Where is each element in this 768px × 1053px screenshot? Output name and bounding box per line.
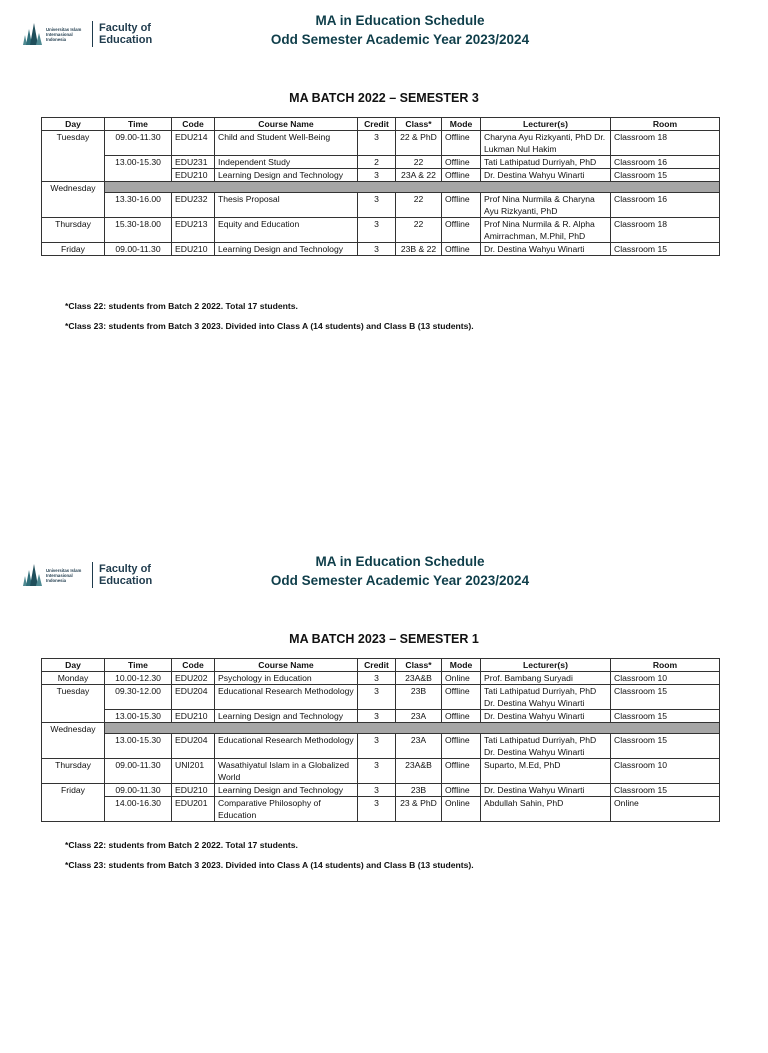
time-cell: 09.30-12.00 [105, 685, 172, 710]
faculty-name-line2: Education [99, 34, 153, 46]
mode-cell: Offline [442, 710, 481, 723]
col-header-room: Room [611, 118, 720, 131]
university-name: Universitas Islam Internasional Indonesia [46, 26, 82, 42]
credit-cell: 3 [358, 131, 396, 156]
class-cell: 23A & 22 [396, 169, 442, 182]
table-row [42, 685, 720, 710]
day-cell: Monday [42, 672, 105, 685]
table-row [42, 131, 720, 156]
lecturer-cell: Dr. Destina Wahyu Winarti [481, 784, 611, 797]
time-cell: 09.00-11.30 [105, 759, 172, 784]
class-cell: 23A&B [396, 672, 442, 685]
col-header-code: Code [172, 118, 215, 131]
class-cell: 22 & PhD [396, 131, 442, 156]
room-cell: Classroom 15 [611, 710, 720, 723]
room-cell: Classroom 15 [611, 734, 720, 759]
note-class-22: *Class 22: students from Batch 2 2022. Total 17 students. [65, 840, 298, 850]
schedule-title: MA in Education Schedule [315, 13, 485, 28]
room-cell: Classroom 18 [611, 131, 720, 156]
code-cell: EDU214 [172, 131, 215, 156]
credit-cell: 3 [358, 193, 396, 218]
day-cell: Tuesday [42, 131, 105, 182]
time-cell: 13.00-15.30 [105, 734, 172, 759]
time-cell: 14.00-16.30 [105, 797, 172, 822]
credit-cell: 3 [358, 797, 396, 822]
time-cell: 13.00-15.30 [105, 156, 172, 182]
table-row [42, 797, 720, 822]
table-row [42, 193, 720, 218]
faculty-name-line1: Faculty of [99, 563, 151, 575]
time-cell: 13.00-15.30 [105, 710, 172, 723]
class-cell: 23B [396, 685, 442, 710]
lecturer-cell: Charyna Ayu Rizkyanti, PhD Dr. Lukman Nul Hakim [481, 131, 611, 156]
day-cell: Wednesday [42, 182, 105, 218]
course-cell: Learning Design and Technology [215, 243, 358, 256]
table-row [42, 710, 720, 723]
col-header-class: Class* [396, 118, 442, 131]
time-cell: 15.30-18.00 [105, 218, 172, 243]
col-header-lecturer: Lecturer(s) [481, 659, 611, 672]
lecturer-cell: Prof. Bambang Suryadi [481, 672, 611, 685]
code-cell: EDU213 [172, 218, 215, 243]
credit-cell: 3 [358, 685, 396, 710]
col-header-credit: Credit [358, 118, 396, 131]
course-cell: Psychology in Education [215, 672, 358, 685]
room-cell: Online [611, 797, 720, 822]
table-row [42, 759, 720, 784]
mode-cell: Offline [442, 218, 481, 243]
table-row [42, 723, 720, 734]
credit-cell: 3 [358, 710, 396, 723]
batch-title: MA BATCH 2023 – SEMESTER 1 [289, 632, 479, 646]
class-cell: 23B [396, 784, 442, 797]
credit-cell: 3 [358, 759, 396, 784]
col-header-lecturer: Lecturer(s) [481, 118, 611, 131]
course-cell: Learning Design and Technology [215, 784, 358, 797]
credit-cell: 3 [358, 218, 396, 243]
col-header-day: Day [42, 118, 105, 131]
col-header-course: Course Name [215, 659, 358, 672]
credit-cell: 3 [358, 672, 396, 685]
room-cell: Classroom 15 [611, 685, 720, 710]
lecturer-cell: Abdullah Sahin, PhD [481, 797, 611, 822]
code-cell: EDU204 [172, 685, 215, 710]
col-header-mode: Mode [442, 659, 481, 672]
room-cell: Classroom 18 [611, 218, 720, 243]
note-class-23: *Class 23: students from Batch 3 2023. Divided into Class A (14 students) and Class B (13 students). [65, 321, 474, 331]
schedule-subtitle: Odd Semester Academic Year 2023/2024 [270, 573, 530, 588]
mode-cell: Offline [442, 685, 481, 710]
course-cell: Equity and Education [215, 218, 358, 243]
day-cell: Thursday [42, 759, 105, 784]
schedule-page-batch-2023 [0, 541, 768, 1053]
table-row [42, 734, 720, 759]
code-cell: EDU210 [172, 710, 215, 723]
time-cell: 10.00-12.30 [105, 672, 172, 685]
code-cell: EDU231 [172, 156, 215, 169]
col-header-code: Code [172, 659, 215, 672]
course-cell: Learning Design and Technology [215, 169, 358, 182]
mode-cell: Online [442, 797, 481, 822]
room-cell: Classroom 16 [611, 193, 720, 218]
course-cell: Learning Design and Technology [215, 710, 358, 723]
room-cell: Classroom 15 [611, 169, 720, 182]
faculty-name-line2: Education [99, 575, 153, 587]
room-cell: Classroom 10 [611, 759, 720, 784]
schedule-page-batch-2022 [0, 0, 768, 512]
separator-row [105, 723, 720, 734]
col-header-credit: Credit [358, 659, 396, 672]
course-cell: Educational Research Methodology [215, 734, 358, 759]
class-cell: 23 & PhD [396, 797, 442, 822]
table-header-row [42, 659, 720, 672]
mode-cell: Offline [442, 169, 481, 182]
lecturer-cell: Suparto, M.Ed, PhD [481, 759, 611, 784]
code-cell: EDU204 [172, 734, 215, 759]
course-cell: Educational Research Methodology [215, 685, 358, 710]
lecturer-cell: Dr. Destina Wahyu Winarti [481, 243, 611, 256]
day-cell: Friday [42, 784, 105, 822]
mode-cell: Offline [442, 156, 481, 169]
mode-cell: Offline [442, 734, 481, 759]
time-cell: 09.00-11.30 [105, 243, 172, 256]
mode-cell: Offline [442, 193, 481, 218]
credit-cell: 3 [358, 784, 396, 797]
day-cell: Tuesday [42, 685, 105, 723]
mode-cell: Offline [442, 131, 481, 156]
batch-title: MA BATCH 2022 – SEMESTER 3 [289, 91, 479, 105]
col-header-day: Day [42, 659, 105, 672]
lecturer-cell: Tati Lathipatud Durriyah, PhD Dr. Destina Wahyu Winarti [481, 685, 611, 710]
credit-cell: 3 [358, 734, 396, 759]
lecturer-cell: Prof Nina Nurmila & Charyna Ayu Rizkyanti, PhD [481, 193, 611, 218]
table-header-row [42, 118, 720, 131]
table-row [42, 243, 720, 256]
class-cell: 23A&B [396, 759, 442, 784]
class-cell: 23B & 22 [396, 243, 442, 256]
mode-cell: Offline [442, 759, 481, 784]
schedule-table [41, 658, 720, 822]
course-cell: Wasathiyatul Islam in a Globalized World [215, 759, 358, 784]
note-class-23: *Class 23: students from Batch 3 2023. Divided into Class A (14 students) and Class B (13 students). [65, 860, 474, 870]
credit-cell: 3 [358, 169, 396, 182]
separator-row [105, 182, 720, 193]
class-cell: 23A [396, 710, 442, 723]
lecturer-cell: Tati Lathipatud Durriyah, PhD [481, 156, 611, 169]
room-cell: Classroom 15 [611, 243, 720, 256]
course-cell: Child and Student Well-Being [215, 131, 358, 156]
col-header-class: Class* [396, 659, 442, 672]
code-cell: EDU202 [172, 672, 215, 685]
note-class-22: *Class 22: students from Batch 2 2022. Total 17 students. [65, 301, 298, 311]
col-header-time: Time [105, 118, 172, 131]
code-cell: EDU210 [172, 169, 215, 182]
col-header-room: Room [611, 659, 720, 672]
schedule-title: MA in Education Schedule [315, 554, 485, 569]
lecturer-cell: Dr. Destina Wahyu Winarti [481, 169, 611, 182]
class-cell: 22 [396, 193, 442, 218]
room-cell: Classroom 16 [611, 156, 720, 169]
lecturer-cell: Dr. Destina Wahyu Winarti [481, 710, 611, 723]
code-cell: EDU210 [172, 243, 215, 256]
schedule-table [41, 117, 720, 256]
time-cell: 13.30-16.00 [105, 193, 172, 218]
col-header-course: Course Name [215, 118, 358, 131]
class-cell: 22 [396, 218, 442, 243]
room-cell: Classroom 10 [611, 672, 720, 685]
day-cell: Wednesday [42, 723, 105, 759]
credit-cell: 2 [358, 156, 396, 169]
lecturer-cell: Tati Lathipatud Durriyah, PhD Dr. Destina Wahyu Winarti [481, 734, 611, 759]
lecturer-cell: Prof Nina Nurmila & R. Alpha Amirrachman, M.Phil, PhD [481, 218, 611, 243]
mode-cell: Offline [442, 243, 481, 256]
day-cell: Friday [42, 243, 105, 256]
time-cell: 09.00-11.30 [105, 784, 172, 797]
code-cell: UNI201 [172, 759, 215, 784]
table-row [42, 218, 720, 243]
course-cell: Thesis Proposal [215, 193, 358, 218]
time-cell: 09.00-11.30 [105, 131, 172, 156]
table-row [42, 182, 720, 193]
day-cell: Thursday [42, 218, 105, 243]
mode-cell: Online [442, 672, 481, 685]
table-row [42, 784, 720, 797]
col-header-time: Time [105, 659, 172, 672]
course-cell: Independent Study [215, 156, 358, 169]
code-cell: EDU201 [172, 797, 215, 822]
credit-cell: 3 [358, 243, 396, 256]
code-cell: EDU210 [172, 784, 215, 797]
code-cell: EDU232 [172, 193, 215, 218]
room-cell: Classroom 15 [611, 784, 720, 797]
schedule-subtitle: Odd Semester Academic Year 2023/2024 [270, 32, 530, 47]
class-cell: 23A [396, 734, 442, 759]
class-cell: 22 [396, 156, 442, 169]
col-header-mode: Mode [442, 118, 481, 131]
university-name: Universitas Islam Internasional Indonesia [46, 567, 82, 583]
table-row [42, 156, 720, 169]
table-row [42, 672, 720, 685]
course-cell: Comparative Philosophy of Education [215, 797, 358, 822]
faculty-name-line1: Faculty of [99, 22, 151, 34]
mode-cell: Offline [442, 784, 481, 797]
